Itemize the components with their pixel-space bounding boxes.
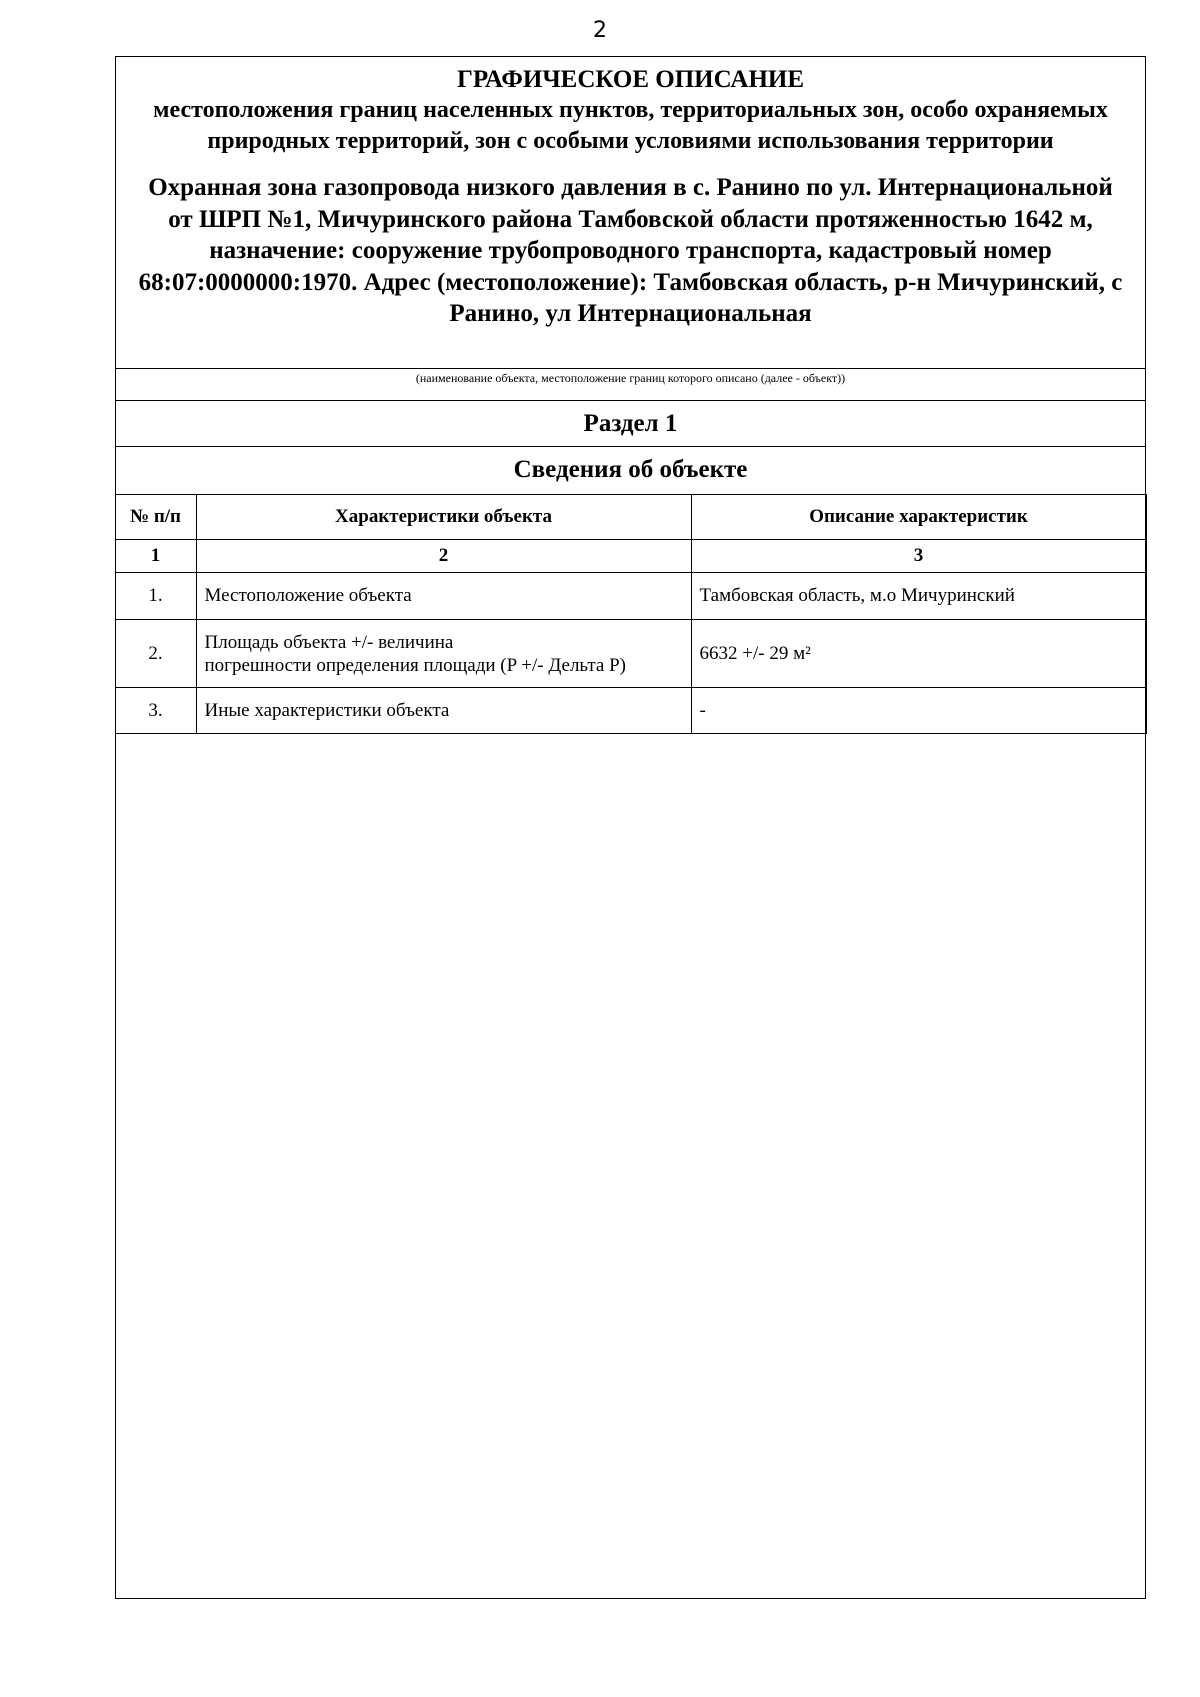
column-number: 3 xyxy=(691,540,1146,573)
row-index: 1. xyxy=(115,573,196,620)
table-row xyxy=(115,573,1146,620)
divider xyxy=(116,368,1145,369)
table-row xyxy=(115,620,1146,688)
characteristic-text: Площадь объекта +/- величина xyxy=(204,631,454,653)
column-header-number: № п/п xyxy=(115,495,196,540)
characteristic-text: погрешности определения площади (P +/- Дельта P) xyxy=(204,654,626,676)
divider xyxy=(116,446,1145,447)
column-header-description: Описание характеристик xyxy=(691,495,1146,540)
divider xyxy=(116,400,1145,401)
document-frame xyxy=(115,56,1146,1599)
column-number: 1 xyxy=(115,540,196,573)
column-number: 2 xyxy=(196,540,691,573)
row-description: - xyxy=(691,688,1146,734)
object-name-caption: (наименование объекта, местоположение границ которого описано (далее - объект)) xyxy=(415,371,846,385)
characteristic-text: Иные характеристики объекта xyxy=(204,699,450,721)
object-info-table xyxy=(115,494,1147,734)
row-index: 2. xyxy=(115,620,196,688)
document-subtitle: местоположения границ населенных пунктов, территориальных зон, особо охраняемых природных территорий, зон с особыми условиями использования территории xyxy=(153,97,1108,154)
row-description: 6632 +/- 29 м² xyxy=(691,620,1146,688)
document-title: ГРАФИЧЕСКОЕ ОПИСАНИЕ xyxy=(456,66,805,93)
section-subtitle: Сведения об объекте xyxy=(513,456,748,483)
column-header-characteristic: Характеристики объекта xyxy=(196,495,691,540)
table-header-row xyxy=(115,495,1146,540)
section-title: Раздел 1 xyxy=(583,410,678,437)
document-header xyxy=(116,57,1145,368)
row-characteristic xyxy=(196,620,691,688)
object-name: Охранная зона газопровода низкого давления в с. Ранино по ул. Интернациональной от ШРП №1, Мичуринского района Тамбовской области протяженностью 1642 м, назначение: сооружение трубопроводного транспорта, кадастровый номер 68:07:0000000:1970. Адрес (местоположение): Тамбовская область, р-н Мичуринский, с Ранино, ул Интернациональная xyxy=(138,174,1123,327)
column-number-row xyxy=(115,540,1146,573)
row-index: 3. xyxy=(115,688,196,734)
page-number: 2 xyxy=(593,18,607,43)
characteristic-text: Местоположение объекта xyxy=(204,585,412,606)
row-description: Тамбовская область, м.о Мичуринский xyxy=(691,573,1146,620)
table-row xyxy=(115,688,1146,734)
row-characteristic xyxy=(196,573,691,620)
row-characteristic xyxy=(196,688,691,734)
